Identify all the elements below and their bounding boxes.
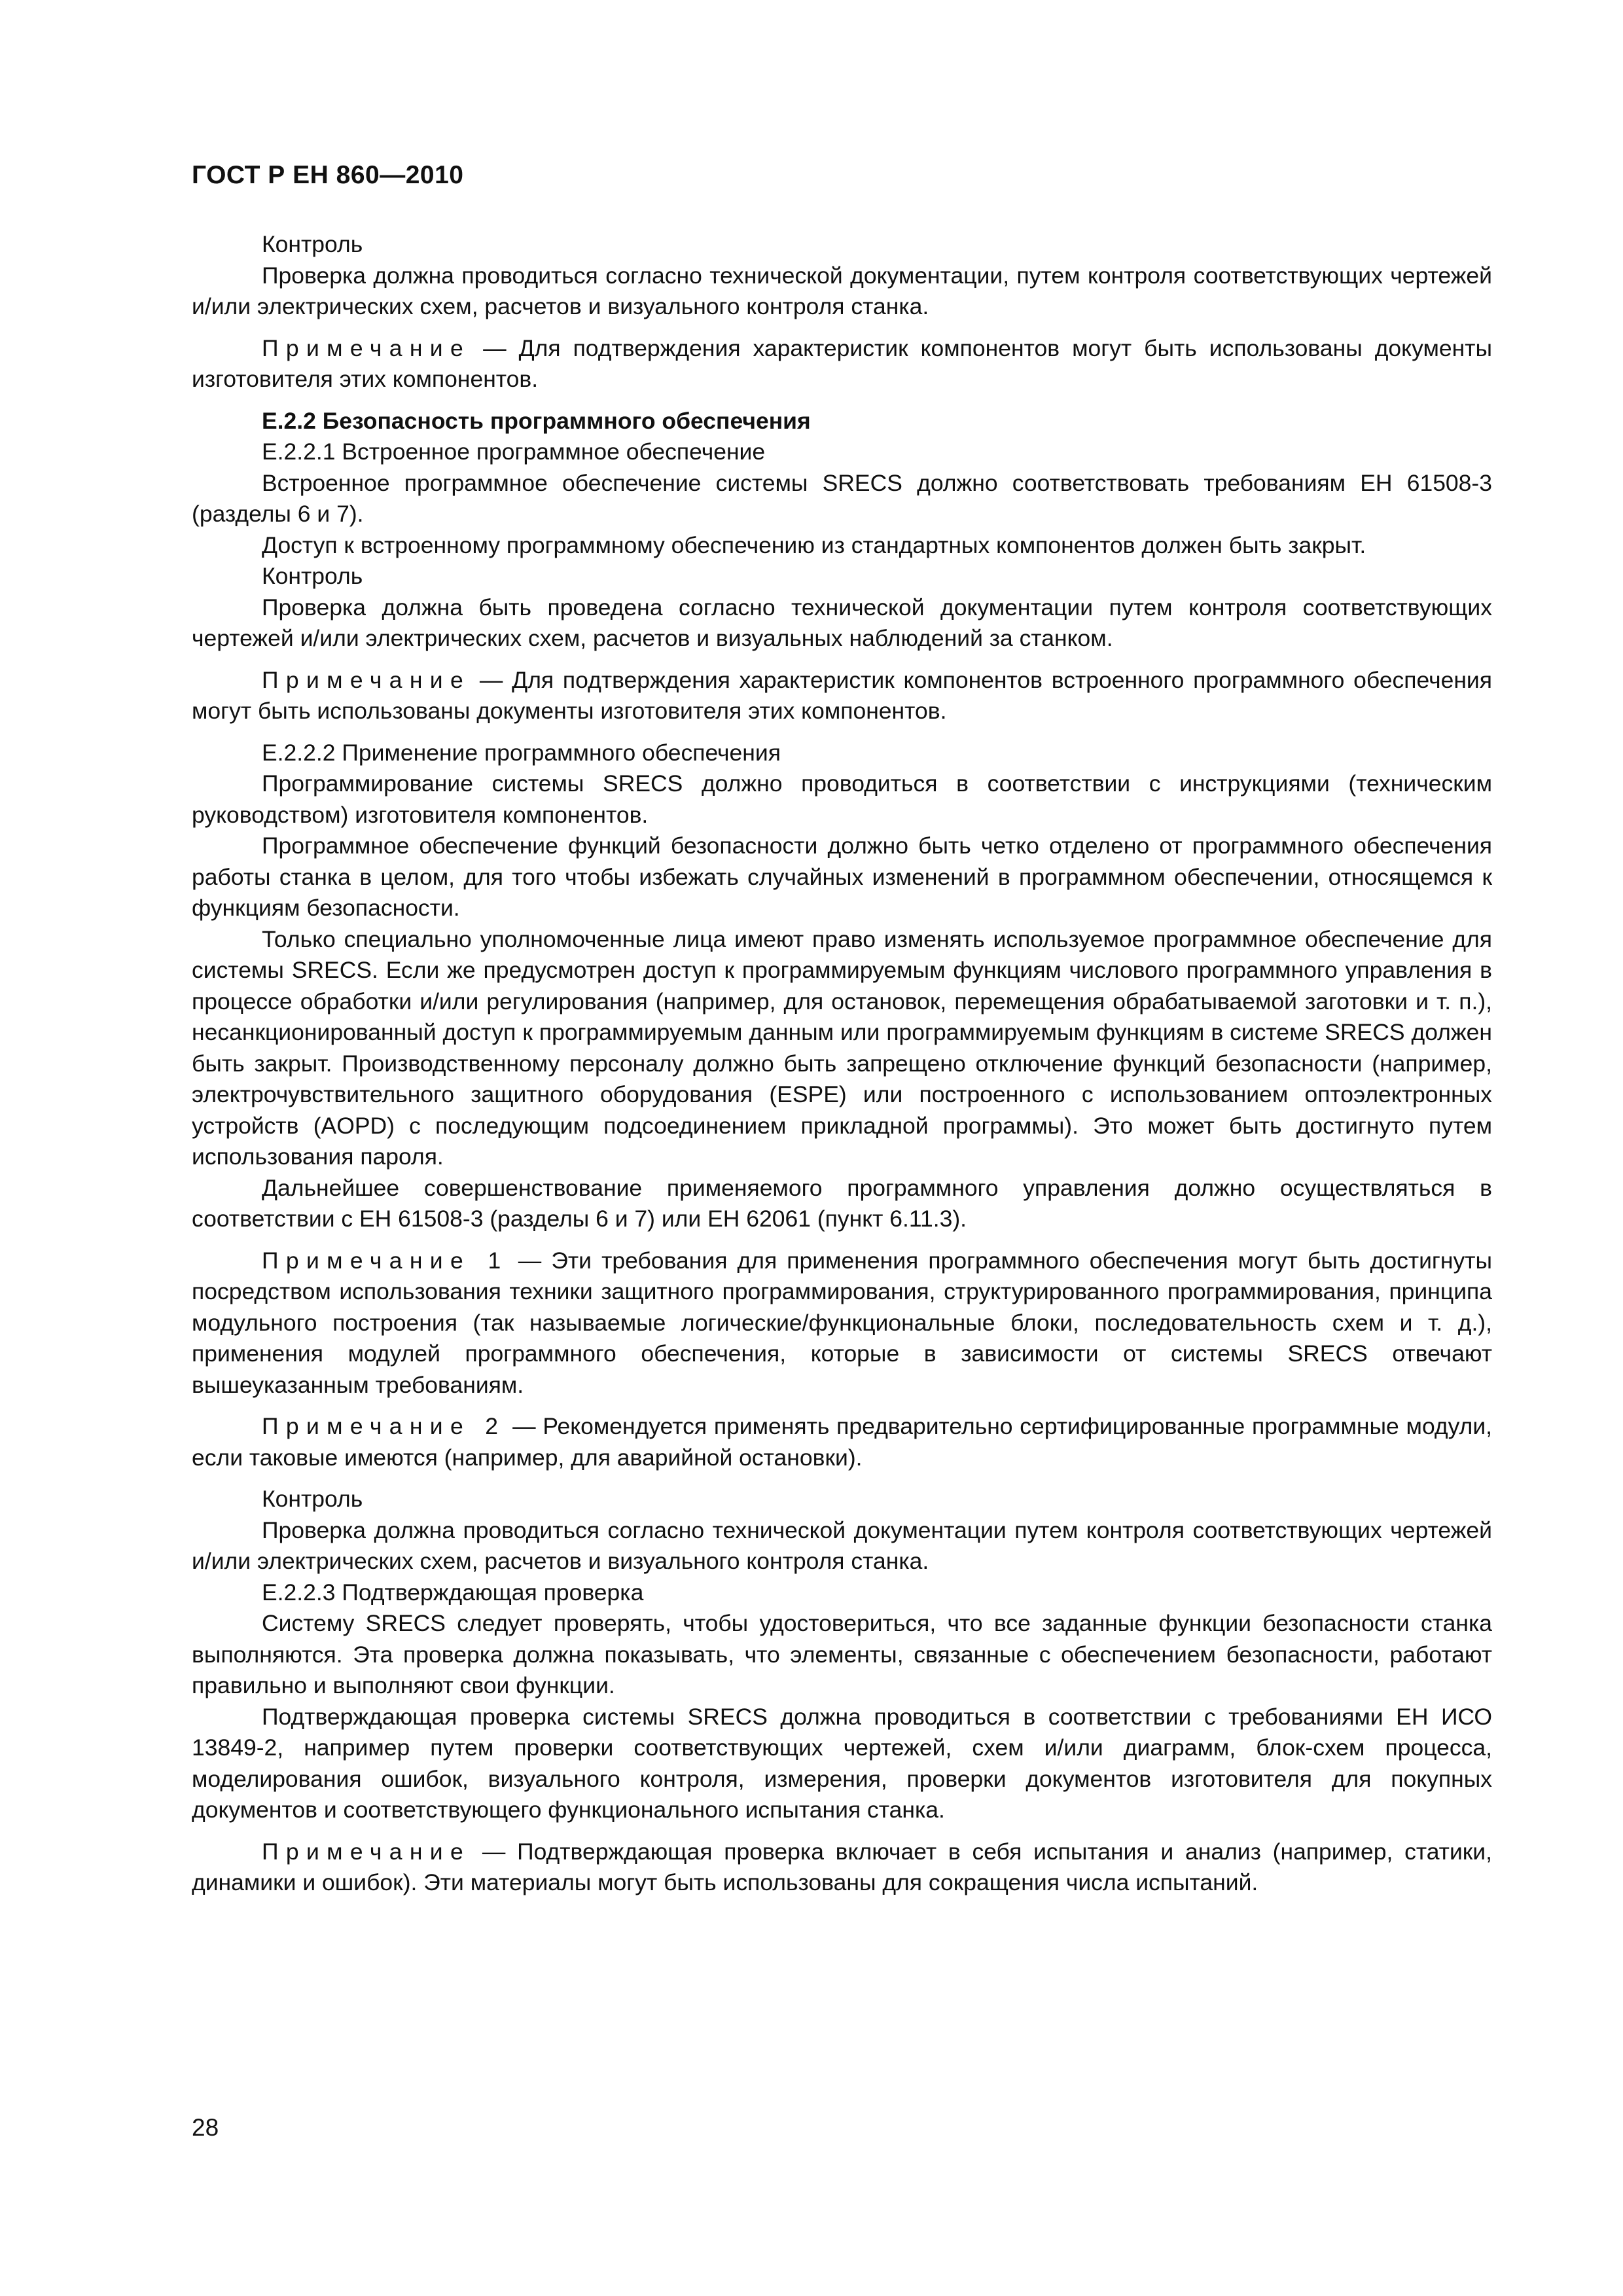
note-text: — Эти требования для применения программного обеспечения могут быть достигнуты посредством использования техники защитного программирования, структурированного программирования, принципа модульного построения (так называемые логические/функциональные блоки, последовательность схем и т. д.), применения модулей программного обеспечения, которые в зависимости от системы SRECS отвечают вышеуказанным требованиям. [192, 1247, 1492, 1398]
note-label: Примечание [262, 334, 471, 361]
paragraph: Встроенное программное обеспечение системы SRECS должно соответствовать требованиям ЕН 61508-3 (разделы 6 и 7). [192, 469, 1492, 527]
paragraph: Подтверждающая проверка системы SRECS должна проводиться в соответствии с требованиями ЕН ИСО 13849-2, например путем проверки соответствующих чертежей, схем и/или диаграмм, блок-схем процесса, моделирования ошибок, визуального контроля, измерения, проверки документов изготовителя для покупных документов и соответствующего функционального испытания станка. [192, 1703, 1492, 1823]
paragraph: Систему SRECS следует проверять, чтобы удостовериться, что все заданные функции безопасности станка выполняются. Эта проверка должна показывать, что элементы, связанные с обеспечением безопасности, работают правильно и выполняют свои функции. [192, 1610, 1492, 1698]
note-text: — Рекомендуется применять предварительно сертифицированные программные модули, если таковые имеются (например, для аварийной остановки). [192, 1413, 1493, 1471]
page-number: 28 [192, 2114, 219, 2141]
note-text: — Для подтверждения характеристик компонентов могут быть использованы документы изготовителя этих компонентов. [192, 334, 1492, 392]
paragraph: Только специально уполномоченные лица имеют право изменять используемое программное обеспечение для системы SRECS. Если же предусмотрен доступ к программируемым функциям числового программного управления в процессе обработки и/или регулирования (например, для остановок, перемещения обрабатываемой заготовки и т. п.), несанкционированный доступ к программируемым данным или программируемым функциям в системе SRECS должен быть закрыт. Производственному персоналу должно быть запрещено отключение функций безопасности (например, электрочувствительного защитного оборудования (ESPE) или построенного с использованием оптоэлектронных устройств (AOPD) с последующим подсоединением прикладной программы). Это может быть достигнуто путем использования пароля. [192, 925, 1492, 1170]
document-header: ГОСТ Р ЕН 860—2010 [192, 161, 464, 189]
paragraph: Проверка должна проводиться согласно технической документации путем контроля соответствующих чертежей и/или электрических схем, расчетов и визуального контроля станка. [192, 1516, 1492, 1574]
paragraph: Проверка должна проводиться согласно технической документации, путем контроля соответствующих чертежей и/или электрических схем, расчетов и визуального контроля станка. [192, 262, 1492, 319]
subsection-heading: Е.2.2.1 Встроенное программное обеспечение [262, 439, 766, 465]
note-text: — Подтверждающая проверка включает в себя испытания и анализ (например, статики, динамики и ошибок). Эти материалы могут быть использованы для сокращения числа испытаний. [192, 1838, 1492, 1895]
paragraph: Программирование системы SRECS должно проводиться в соответствии с инструкциями (техническим руководством) изготовителя компонентов. [192, 770, 1492, 828]
document-body [192, 229, 1492, 1899]
note [192, 1246, 1492, 1401]
note-label: Примечание [262, 1838, 471, 1865]
note [192, 1837, 1492, 1899]
paragraph: Программное обеспечение функций безопасности должно быть четко отделено от программного обеспечения работы станка в целом, для того чтобы избежать случайных изменений в программном обеспечении, относящемся к функциям безопасности. [192, 833, 1492, 921]
paragraph: Дальнейшее совершенствование применяемого программного управления должно осуществляться в соответствии с ЕН 61508-3 (разделы 6 и 7) или ЕН 62061 (пункт 6.11.3). [192, 1174, 1492, 1232]
control-heading: Контроль [262, 563, 363, 589]
note-label: Примечание [262, 666, 471, 693]
paragraph: Доступ к встроенному программному обеспечению из стандартных компонентов должен быть закрыт. [262, 531, 1366, 558]
subsection-heading: Е.2.2.3 Подтверждающая проверка [262, 1579, 644, 1605]
note [192, 1411, 1492, 1473]
paragraph: Проверка должна быть проведена согласно технической документации путем контроля соответствующих чертежей и/или электрических схем, расчетов и визуальных наблюдений за станком. [192, 594, 1492, 651]
note [192, 665, 1492, 727]
subsection-heading: Е.2.2.2 Применение программного обеспечения [262, 739, 781, 766]
note-text: — Для подтверждения характеристик компонентов встроенного программного обеспечения могут быть использованы документы изготовителя этих компонентов. [192, 666, 1492, 724]
note [192, 333, 1492, 395]
section-heading: Е.2.2 Безопасность программного обеспечения [262, 407, 811, 434]
note-label: Примечание 2 [262, 1413, 506, 1439]
control-heading: Контроль [262, 1486, 363, 1512]
note-label: Примечание 1 [262, 1247, 508, 1274]
control-heading: Контроль [262, 231, 363, 257]
